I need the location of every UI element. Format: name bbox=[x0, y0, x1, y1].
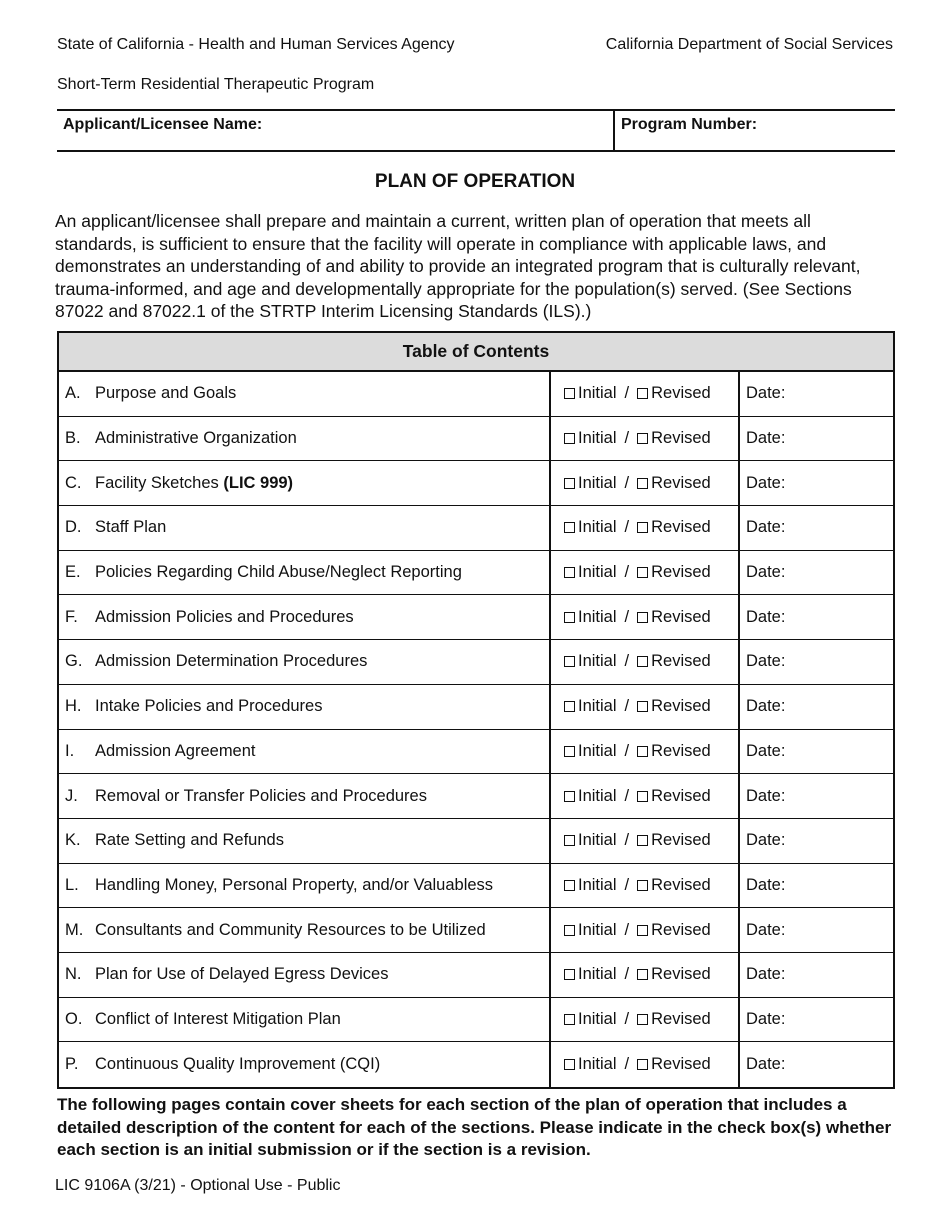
section-title bbox=[95, 787, 427, 806]
section-letter: E. bbox=[65, 563, 81, 582]
status-checkboxes bbox=[551, 461, 740, 505]
name-fields bbox=[57, 109, 895, 152]
separator: / bbox=[624, 429, 630, 448]
table-row bbox=[59, 506, 893, 551]
table-row bbox=[59, 908, 893, 953]
status-checkboxes bbox=[551, 417, 740, 461]
revised-checkbox[interactable] bbox=[637, 1059, 648, 1070]
date-field[interactable] bbox=[740, 640, 893, 684]
section-name bbox=[59, 506, 551, 550]
date-label: Date: bbox=[746, 786, 786, 805]
status-checkboxes bbox=[551, 595, 740, 639]
date-field[interactable] bbox=[740, 417, 893, 461]
revised-label: Revised bbox=[651, 1055, 711, 1074]
initial-label: Initial bbox=[578, 786, 617, 805]
section-title-text: Facility Sketches bbox=[95, 473, 224, 492]
date-field[interactable] bbox=[740, 819, 893, 863]
section-letter: G. bbox=[65, 652, 83, 671]
date-field[interactable] bbox=[740, 908, 893, 952]
date-label: Date: bbox=[746, 831, 786, 850]
section-title bbox=[95, 429, 297, 448]
toc-heading: Table of Contents bbox=[59, 333, 893, 372]
date-label: Date: bbox=[746, 741, 786, 760]
section-letter: D. bbox=[65, 518, 82, 537]
section-title bbox=[95, 1055, 380, 1074]
initial-label: Initial bbox=[578, 473, 617, 492]
table-row bbox=[59, 685, 893, 730]
separator: / bbox=[624, 875, 630, 894]
section-name bbox=[59, 819, 551, 863]
section-title-text: Continuous Quality Improvement (CQI) bbox=[95, 1055, 381, 1074]
revised-checkbox[interactable] bbox=[637, 791, 648, 802]
table-row bbox=[59, 998, 893, 1043]
date-field[interactable] bbox=[740, 774, 893, 818]
section-name bbox=[59, 685, 551, 729]
section-title bbox=[95, 563, 462, 582]
status-checkboxes bbox=[551, 908, 740, 952]
revised-label: Revised bbox=[651, 384, 711, 403]
section-name bbox=[59, 908, 551, 952]
instructions-note: The following pages contain cover sheets for each section of the plan of operation that includes a detailed description of the content for each of the sections. Please indicate in the check box(s) whether each section is an initial submission or if the section is a revision. bbox=[57, 1095, 892, 1159]
applicant-name-field[interactable] bbox=[57, 111, 615, 150]
revised-checkbox[interactable] bbox=[637, 478, 648, 489]
status-checkboxes bbox=[551, 551, 740, 595]
section-letter: I. bbox=[65, 741, 75, 760]
program-number-label: Program Number: bbox=[621, 116, 758, 133]
initial-label: Initial bbox=[578, 607, 617, 626]
applicant-name-label: Applicant/Licensee Name: bbox=[63, 116, 263, 133]
table-row bbox=[59, 461, 893, 506]
page-title: PLAN OF OPERATION bbox=[374, 171, 576, 192]
initial-checkbox[interactable] bbox=[564, 478, 575, 489]
date-label: Date: bbox=[746, 1009, 786, 1028]
initial-label: Initial bbox=[578, 518, 617, 537]
revised-label: Revised bbox=[651, 429, 711, 448]
separator: / bbox=[624, 920, 630, 939]
section-letter: M. bbox=[65, 920, 84, 939]
revised-checkbox[interactable] bbox=[637, 925, 648, 936]
section-name bbox=[59, 998, 551, 1042]
date-label: Date: bbox=[746, 965, 786, 984]
date-field[interactable] bbox=[740, 864, 893, 908]
table-of-contents bbox=[57, 331, 895, 1089]
initial-checkbox[interactable] bbox=[564, 791, 575, 802]
initial-checkbox[interactable] bbox=[564, 880, 575, 891]
section-title-text: Removal or Transfer Policies and Procedures bbox=[95, 786, 427, 805]
separator: / bbox=[624, 563, 630, 582]
initial-checkbox[interactable] bbox=[564, 1059, 575, 1070]
date-field[interactable] bbox=[740, 595, 893, 639]
initial-label: Initial bbox=[578, 875, 617, 894]
initial-label: Initial bbox=[578, 965, 617, 984]
section-title-text: Rate Setting and Refunds bbox=[95, 831, 284, 850]
initial-label: Initial bbox=[578, 831, 617, 850]
section-title bbox=[95, 831, 284, 850]
date-field[interactable] bbox=[740, 551, 893, 595]
program-number-field[interactable] bbox=[615, 111, 895, 150]
date-label: Date: bbox=[746, 384, 786, 403]
section-name bbox=[59, 595, 551, 639]
section-title bbox=[95, 742, 256, 761]
date-label: Date: bbox=[746, 563, 786, 582]
date-field[interactable] bbox=[740, 685, 893, 729]
status-checkboxes bbox=[551, 1042, 740, 1087]
program-type: Short-Term Residential Therapeutic Program bbox=[57, 76, 375, 93]
table-row bbox=[59, 953, 893, 998]
status-checkboxes bbox=[551, 864, 740, 908]
section-name bbox=[59, 417, 551, 461]
initial-checkbox[interactable] bbox=[564, 1014, 575, 1025]
initial-label: Initial bbox=[578, 920, 617, 939]
revised-checkbox[interactable] bbox=[637, 746, 648, 757]
section-title-text: Consultants and Community Resources to be Utilized bbox=[95, 920, 486, 939]
initial-label: Initial bbox=[578, 563, 617, 582]
separator: / bbox=[624, 786, 630, 805]
revised-label: Revised bbox=[651, 831, 711, 850]
revised-checkbox[interactable] bbox=[637, 701, 648, 712]
department-name: California Department of Social Services bbox=[605, 36, 893, 53]
date-label: Date: bbox=[746, 920, 786, 939]
section-name bbox=[59, 372, 551, 416]
date-label: Date: bbox=[746, 429, 786, 448]
revised-label: Revised bbox=[651, 1009, 711, 1028]
section-name bbox=[59, 461, 551, 505]
revised-label: Revised bbox=[651, 741, 711, 760]
section-title-text: Admission Policies and Procedures bbox=[95, 607, 354, 626]
form-id: LIC 9106A (3/21) - Optional Use - Public bbox=[55, 1177, 341, 1194]
revised-checkbox[interactable] bbox=[637, 835, 648, 846]
date-field[interactable] bbox=[740, 1042, 893, 1087]
status-checkboxes bbox=[551, 774, 740, 818]
section-letter: C. bbox=[65, 473, 82, 492]
table-row bbox=[59, 640, 893, 685]
revised-checkbox[interactable] bbox=[637, 969, 648, 980]
separator: / bbox=[624, 741, 630, 760]
initial-checkbox[interactable] bbox=[564, 701, 575, 712]
section-title bbox=[95, 965, 388, 984]
revised-label: Revised bbox=[651, 920, 711, 939]
section-name bbox=[59, 1042, 551, 1087]
revised-label: Revised bbox=[651, 786, 711, 805]
section-title-text: Policies Regarding Child Abuse/Neglect Reporting bbox=[95, 563, 462, 582]
separator: / bbox=[624, 384, 630, 403]
separator: / bbox=[624, 652, 630, 671]
initial-checkbox[interactable] bbox=[564, 656, 575, 667]
date-label: Date: bbox=[746, 697, 786, 716]
section-title bbox=[95, 921, 486, 940]
initial-label: Initial bbox=[578, 429, 617, 448]
section-title-text: Intake Policies and Procedures bbox=[95, 697, 323, 716]
section-title-text: Plan for Use of Delayed Egress Devices bbox=[95, 965, 389, 984]
initial-checkbox[interactable] bbox=[564, 433, 575, 444]
revised-label: Revised bbox=[651, 875, 711, 894]
initial-label: Initial bbox=[578, 1009, 617, 1028]
separator: / bbox=[624, 518, 630, 537]
date-label: Date: bbox=[746, 875, 786, 894]
initial-label: Initial bbox=[578, 652, 617, 671]
initial-checkbox[interactable] bbox=[564, 522, 575, 533]
separator: / bbox=[624, 607, 630, 626]
section-letter: J. bbox=[65, 786, 78, 805]
section-name bbox=[59, 551, 551, 595]
status-checkboxes bbox=[551, 685, 740, 729]
revised-label: Revised bbox=[651, 697, 711, 716]
initial-label: Initial bbox=[578, 384, 617, 403]
revised-checkbox[interactable] bbox=[637, 567, 648, 578]
date-label: Date: bbox=[746, 652, 786, 671]
section-title bbox=[95, 608, 354, 627]
revised-label: Revised bbox=[651, 563, 711, 582]
section-title-bold: (LIC 999) bbox=[223, 473, 294, 492]
separator: / bbox=[624, 1055, 630, 1074]
revised-checkbox[interactable] bbox=[637, 656, 648, 667]
status-checkboxes bbox=[551, 998, 740, 1042]
section-title bbox=[95, 474, 293, 493]
section-letter: O. bbox=[65, 1009, 83, 1028]
table-row bbox=[59, 730, 893, 775]
revised-checkbox[interactable] bbox=[637, 388, 648, 399]
revised-checkbox[interactable] bbox=[637, 1014, 648, 1025]
section-title-text: Admission Agreement bbox=[95, 741, 256, 760]
separator: / bbox=[624, 1009, 630, 1028]
initial-checkbox[interactable] bbox=[564, 612, 575, 623]
initial-label: Initial bbox=[578, 1055, 617, 1074]
section-title-text: Admission Determination Procedures bbox=[95, 652, 368, 671]
table-row bbox=[59, 551, 893, 596]
section-letter: N. bbox=[65, 965, 82, 984]
date-label: Date: bbox=[746, 607, 786, 626]
initial-checkbox[interactable] bbox=[564, 567, 575, 578]
initial-checkbox[interactable] bbox=[564, 969, 575, 980]
table-row bbox=[59, 774, 893, 819]
section-title bbox=[95, 697, 322, 716]
initial-checkbox[interactable] bbox=[564, 925, 575, 936]
date-field[interactable] bbox=[740, 953, 893, 997]
revised-checkbox[interactable] bbox=[637, 880, 648, 891]
section-letter: P. bbox=[65, 1055, 79, 1074]
section-title bbox=[95, 1010, 341, 1029]
date-field[interactable] bbox=[740, 461, 893, 505]
status-checkboxes bbox=[551, 506, 740, 550]
date-field[interactable] bbox=[740, 998, 893, 1042]
section-letter: B. bbox=[65, 429, 81, 448]
status-checkboxes bbox=[551, 640, 740, 684]
separator: / bbox=[624, 965, 630, 984]
section-letter: A. bbox=[65, 384, 81, 403]
date-field[interactable] bbox=[740, 730, 893, 774]
revised-checkbox[interactable] bbox=[637, 522, 648, 533]
section-title-text: Handling Money, Personal Property, and/or Valuabless bbox=[95, 875, 494, 894]
section-title bbox=[95, 652, 367, 671]
section-name bbox=[59, 774, 551, 818]
section-title-text: Conflict of Interest Mitigation Plan bbox=[95, 1009, 341, 1028]
separator: / bbox=[624, 697, 630, 716]
status-checkboxes bbox=[551, 819, 740, 863]
section-title-text: Administrative Organization bbox=[95, 429, 297, 448]
section-letter: H. bbox=[65, 697, 82, 716]
section-name bbox=[59, 640, 551, 684]
section-title-text: Staff Plan bbox=[95, 518, 167, 537]
table-row bbox=[59, 864, 893, 909]
date-label: Date: bbox=[746, 518, 786, 537]
initial-checkbox[interactable] bbox=[564, 835, 575, 846]
table-row bbox=[59, 819, 893, 864]
section-name bbox=[59, 953, 551, 997]
initial-checkbox[interactable] bbox=[564, 746, 575, 757]
table-row bbox=[59, 595, 893, 640]
date-label: Date: bbox=[746, 1055, 786, 1074]
table-row bbox=[59, 417, 893, 462]
initial-checkbox[interactable] bbox=[564, 388, 575, 399]
separator: / bbox=[624, 473, 630, 492]
revised-label: Revised bbox=[651, 652, 711, 671]
date-field[interactable] bbox=[740, 372, 893, 416]
revised-checkbox[interactable] bbox=[637, 433, 648, 444]
section-letter: K. bbox=[65, 831, 81, 850]
date-field[interactable] bbox=[740, 506, 893, 550]
section-title bbox=[95, 384, 236, 403]
initial-label: Initial bbox=[578, 697, 617, 716]
section-name bbox=[59, 864, 551, 908]
section-title bbox=[95, 876, 493, 895]
status-checkboxes bbox=[551, 372, 740, 416]
section-title-text: Purpose and Goals bbox=[95, 384, 237, 403]
section-title bbox=[95, 518, 166, 537]
revised-checkbox[interactable] bbox=[637, 612, 648, 623]
section-letter: L. bbox=[65, 875, 79, 894]
revised-label: Revised bbox=[651, 965, 711, 984]
separator: / bbox=[624, 831, 630, 850]
table-row bbox=[59, 372, 893, 417]
revised-label: Revised bbox=[651, 473, 711, 492]
revised-label: Revised bbox=[651, 607, 711, 626]
status-checkboxes bbox=[551, 953, 740, 997]
intro-paragraph: An applicant/licensee shall prepare and maintain a current, written plan of operation that meets all standards, is sufficient to ensure that the facility will operate in compliance with applicable laws, and demonstrates an understanding of and ability to provide an integrated program that is culturally relevant, trauma-informed, and age and developmentally appropriate for the population(s) served. (See Sections 87022 and 87022.1 of the STRTP Interim Licensing Standards (ILS).) bbox=[55, 211, 861, 321]
section-name bbox=[59, 730, 551, 774]
initial-label: Initial bbox=[578, 741, 617, 760]
revised-label: Revised bbox=[651, 518, 711, 537]
agency-name: State of California - Health and Human Services Agency bbox=[57, 36, 455, 53]
section-letter: F. bbox=[65, 607, 78, 626]
table-row bbox=[59, 1042, 893, 1087]
status-checkboxes bbox=[551, 730, 740, 774]
date-label: Date: bbox=[746, 473, 786, 492]
